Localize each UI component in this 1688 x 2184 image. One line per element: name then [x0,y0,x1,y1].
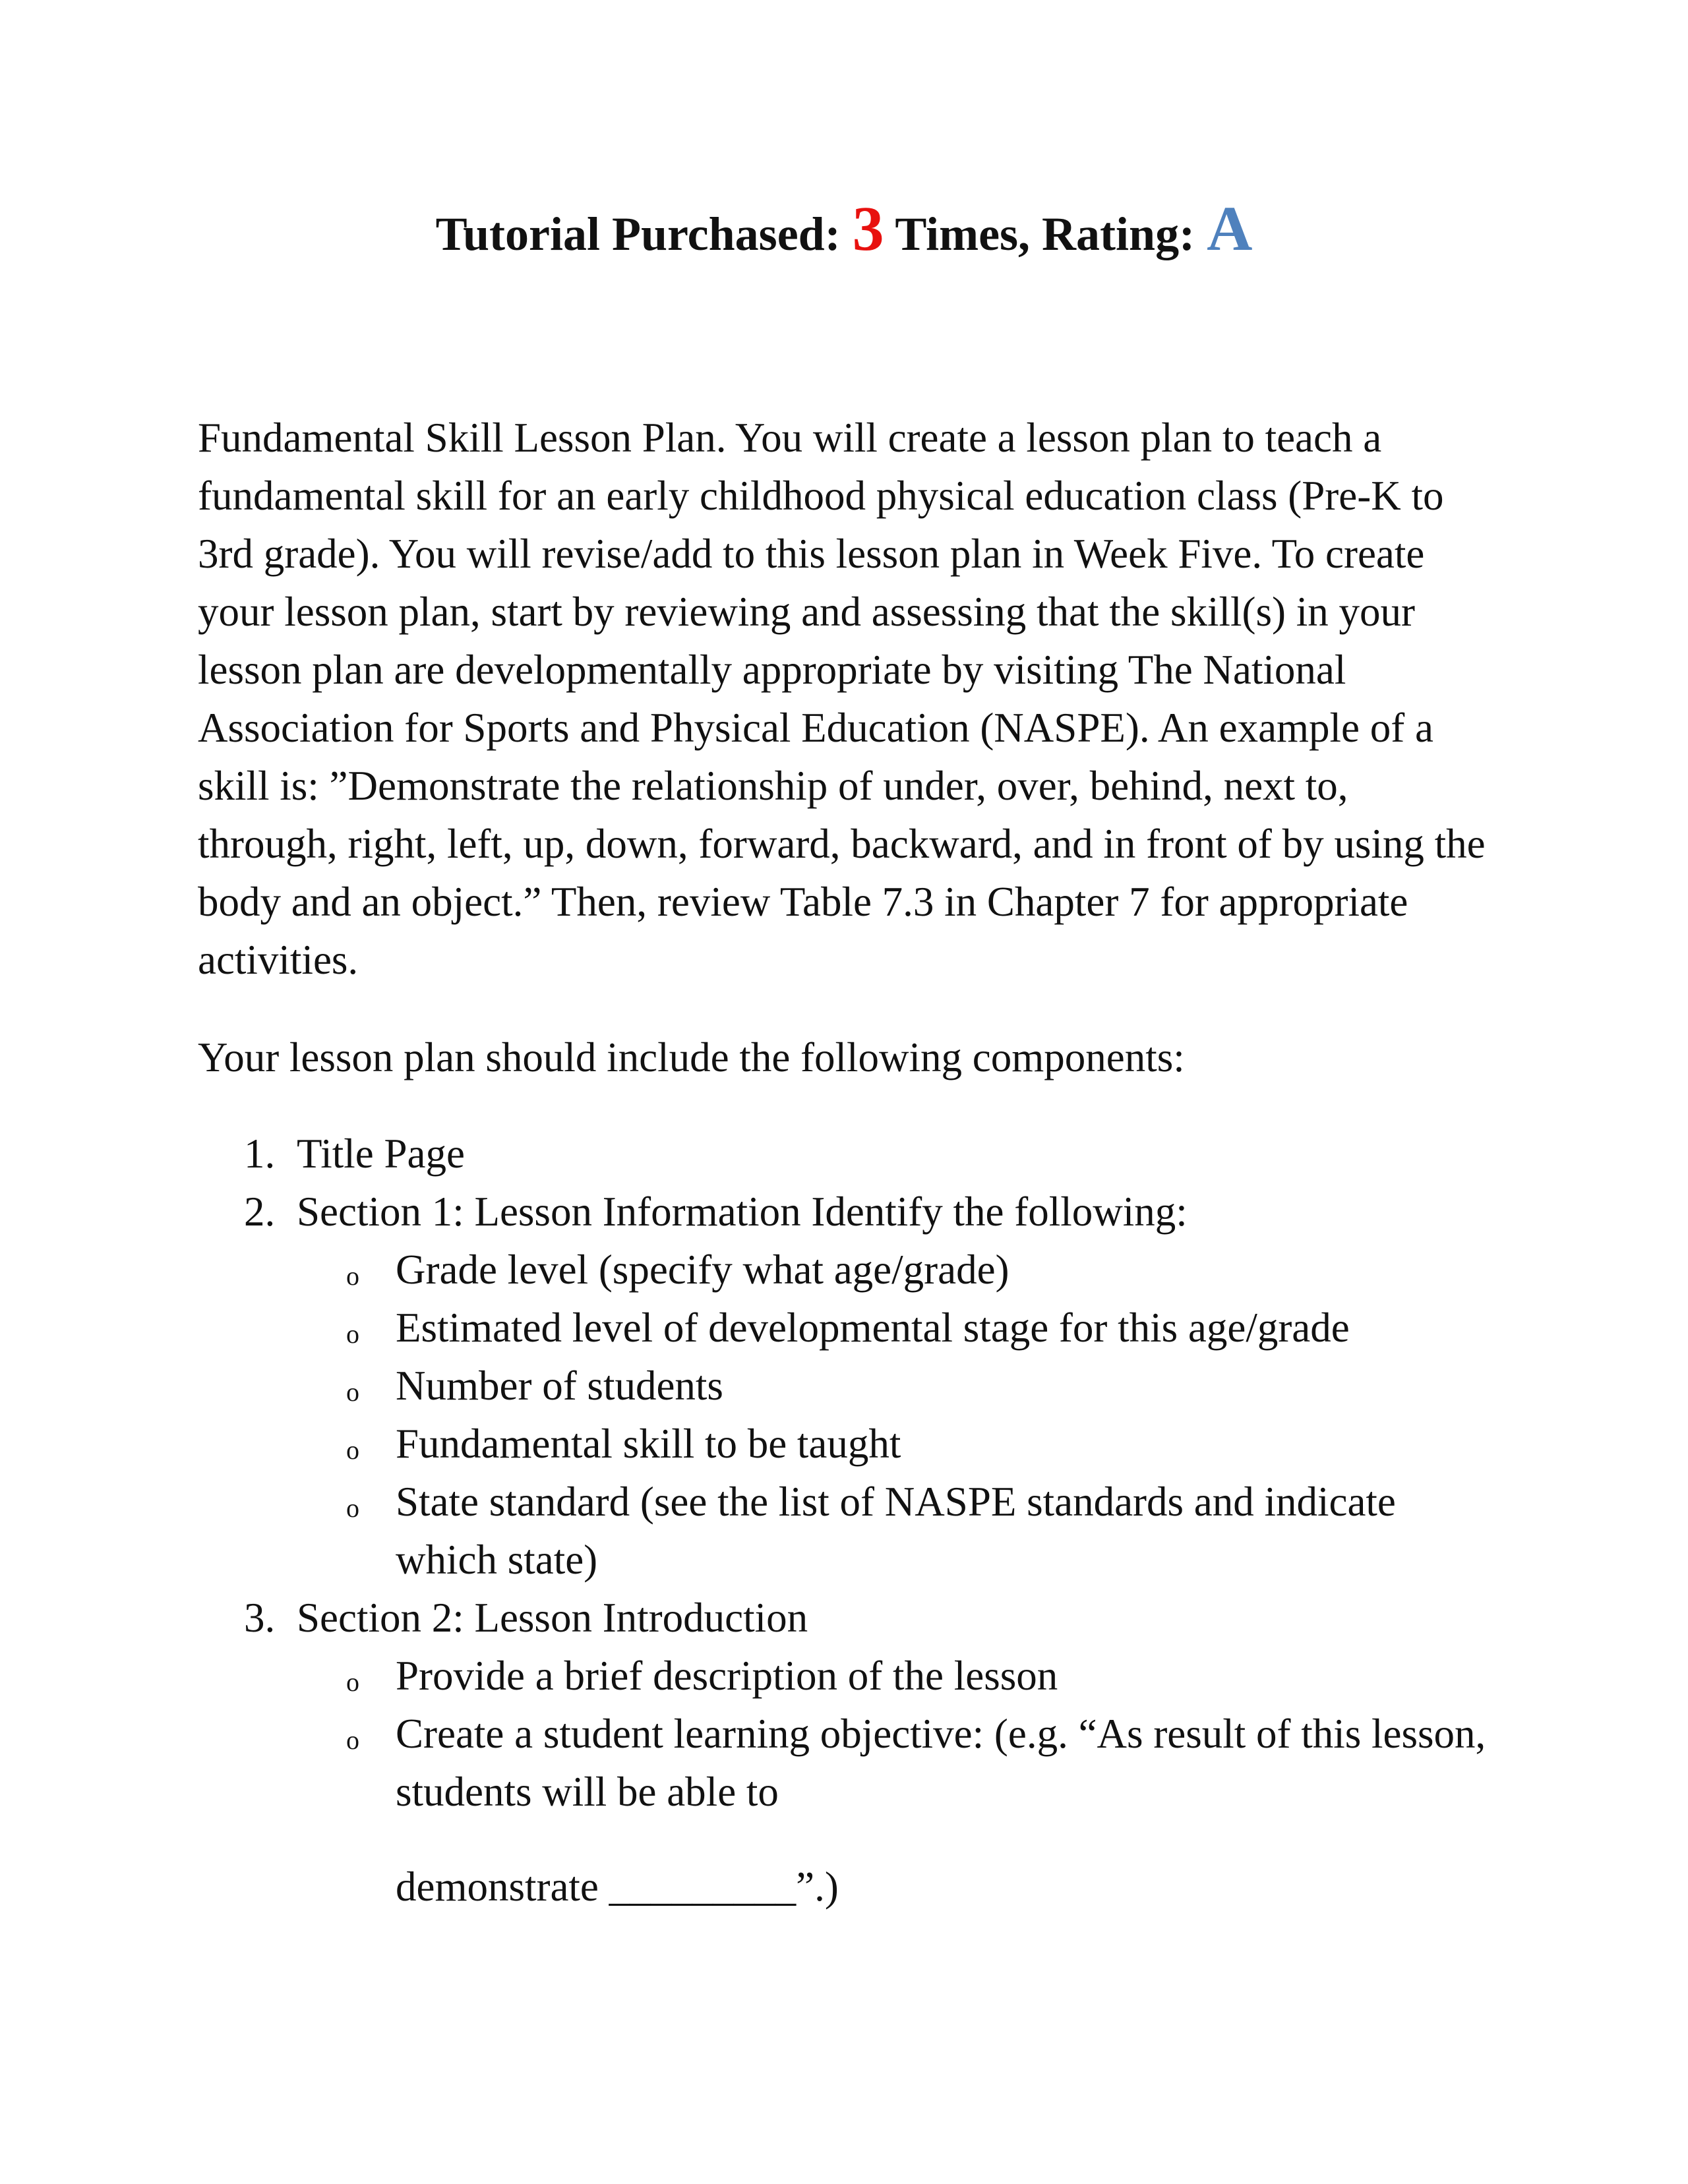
bullet-icon: o [346,1725,359,1755]
bullet-icon: o [346,1435,359,1465]
list-number: 1. [244,1131,276,1177]
bullet-icon: o [346,1493,359,1523]
list-item-text: Section 1: Lesson Information Identify the following: [297,1189,1188,1235]
bullet-icon: o [346,1261,359,1291]
sub-item-text: Estimated level of developmental stage for this age/grade [396,1305,1350,1351]
sub-list-item [244,1299,1490,1357]
components-list [244,1125,1490,1821]
closing-line: demonstrate _________”.) [396,1864,839,1910]
page-title [0,192,1688,270]
sub-list-item [244,1647,1490,1705]
sub-list-item [244,1357,1490,1415]
title-prefix: Tutorial Purchased: [435,208,841,260]
title-middle: Times, Rating: [895,208,1195,260]
sub-list-item [244,1705,1490,1821]
sub-item-text: Provide a brief description of the lesson [396,1653,1058,1699]
sub-item-text: Number of students [396,1363,723,1409]
list-item-text: Title Page [297,1131,465,1177]
sub-item-text: Grade level (specify what age/grade) [396,1247,1010,1293]
sub-list-item [244,1473,1490,1589]
list-number: 2. [244,1189,276,1235]
sub-list-item [244,1241,1490,1299]
list-item [244,1589,1490,1647]
intro-paragraph: Fundamental Skill Lesson Plan. You will create a lesson plan to teach a fundamental skill for an early childhood physical education class (Pre-K to 3rd grade). You will revise/add to this lesson plan in Week Five. To create your lesson plan, start by reviewing and assessing that the skill(s) in your lesson plan are developmentally appropriate by visiting The National Association for Sports and Physical Education (NASPE). An example of a skill is: ”Demonstrate the relationship of under, over, behind, next to, through, right, left, up, down, forward, backward, and in front of by using the body and an object.” Then, review Table 7.3 in Chapter 7 for appropriate activities. [198,415,1486,983]
list-item-text: Section 2: Lesson Introduction [297,1595,808,1641]
sub-item-text: Fundamental skill to be taught [396,1421,901,1467]
purchase-count: 3 [852,193,884,264]
sub-list-item [244,1415,1490,1473]
components-lead: Your lesson plan should include the following components: [198,1034,1185,1080]
rating-grade: A [1207,193,1253,264]
sub-item-text: Create a student learning objective: (e.g. “As result of this lesson, students will be able to [396,1711,1486,1815]
sub-item-text: State standard (see the list of NASPE standards and indicate which state) [396,1479,1396,1583]
bullet-icon: o [346,1319,359,1349]
bullet-icon: o [346,1377,359,1407]
list-item [244,1183,1490,1241]
list-item [244,1125,1490,1183]
list-number: 3. [244,1595,276,1641]
bullet-icon: o [346,1667,359,1697]
